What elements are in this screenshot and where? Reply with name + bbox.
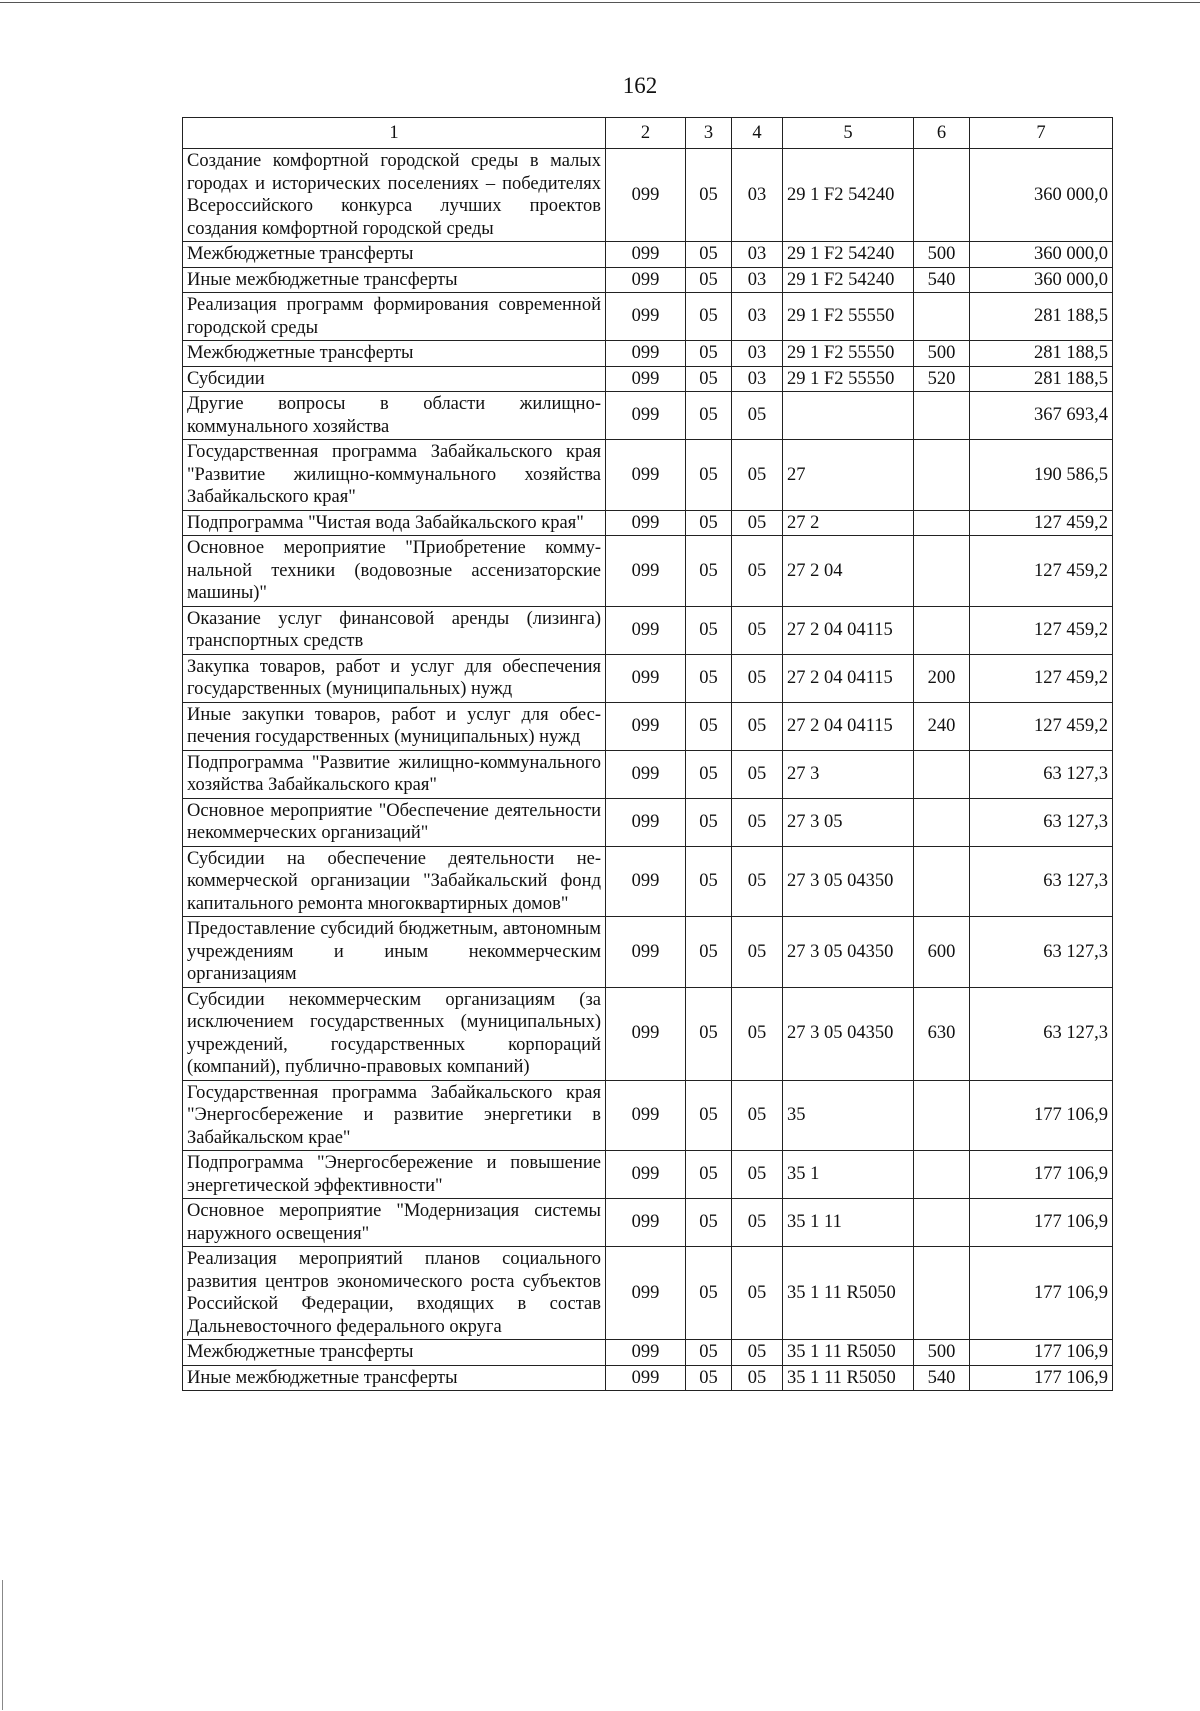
row-expense-kind-cell xyxy=(914,1199,970,1247)
row-target-article-cell: 29 1 F2 55550 xyxy=(783,366,914,392)
row-section-code-cell: 05 xyxy=(686,1080,732,1151)
row-subsection-code-cell: 03 xyxy=(732,293,783,341)
row-subsection-code-cell: 05 xyxy=(732,510,783,536)
row-ministry-code-cell: 099 xyxy=(606,1247,686,1340)
row-ministry-code-cell: 099 xyxy=(606,510,686,536)
row-ministry-code-cell: 099 xyxy=(606,440,686,511)
scan-top-edge-line xyxy=(0,2,1200,3)
row-subsection-code-cell: 05 xyxy=(732,440,783,511)
table-header-row xyxy=(183,118,1113,149)
row-section-code-cell: 05 xyxy=(686,1151,732,1199)
row-amount-cell: 177 106,9 xyxy=(970,1247,1113,1340)
row-amount-cell: 127 459,2 xyxy=(970,654,1113,702)
row-name-cell: Реализация программ формирования современной городской среды xyxy=(183,293,606,341)
row-subsection-code-cell: 05 xyxy=(732,392,783,440)
row-expense-kind-cell: 630 xyxy=(914,987,970,1080)
row-ministry-code-cell: 099 xyxy=(606,917,686,988)
row-ministry-code-cell: 099 xyxy=(606,798,686,846)
row-amount-cell: 127 459,2 xyxy=(970,702,1113,750)
row-subsection-code-cell: 03 xyxy=(732,242,783,268)
row-target-article-cell: 27 2 xyxy=(783,510,914,536)
row-name-cell: Другие вопросы в области жилищно-коммунального хозяйства xyxy=(183,392,606,440)
row-amount-cell: 177 106,9 xyxy=(970,1365,1113,1391)
row-name-cell: Иные закупки товаров, работ и услуг для обеспечения государственных (муниципальных) нужд xyxy=(183,702,606,750)
row-name-cell: Оказание услуг финансовой аренды (лизинга) транспортных средств xyxy=(183,606,606,654)
table-row xyxy=(183,1340,1113,1366)
row-ministry-code-cell: 099 xyxy=(606,366,686,392)
row-subsection-code-cell: 05 xyxy=(732,798,783,846)
row-expense-kind-cell xyxy=(914,149,970,242)
row-section-code-cell: 05 xyxy=(686,392,732,440)
row-target-article-cell: 27 3 05 xyxy=(783,798,914,846)
table-row xyxy=(183,536,1113,607)
row-target-article-cell: 27 3 05 04350 xyxy=(783,846,914,917)
table-row xyxy=(183,750,1113,798)
row-ministry-code-cell: 099 xyxy=(606,654,686,702)
row-expense-kind-cell: 520 xyxy=(914,366,970,392)
row-name-cell: Основное мероприятие "Приобретение коммунальной техники (водовозные ассенизаторские машины)" xyxy=(183,536,606,607)
row-subsection-code-cell: 03 xyxy=(732,267,783,293)
row-expense-kind-cell: 240 xyxy=(914,702,970,750)
row-ministry-code-cell: 099 xyxy=(606,1340,686,1366)
row-section-code-cell: 05 xyxy=(686,702,732,750)
row-amount-cell: 281 188,5 xyxy=(970,366,1113,392)
row-name-cell: Иные межбюджетные трансферты xyxy=(183,267,606,293)
row-section-code-cell: 05 xyxy=(686,606,732,654)
header-col-1: 1 xyxy=(183,118,606,149)
row-ministry-code-cell: 099 xyxy=(606,341,686,367)
row-amount-cell: 360 000,0 xyxy=(970,149,1113,242)
row-section-code-cell: 05 xyxy=(686,341,732,367)
row-subsection-code-cell: 05 xyxy=(732,702,783,750)
row-target-article-cell: 35 1 xyxy=(783,1151,914,1199)
row-subsection-code-cell: 05 xyxy=(732,1151,783,1199)
row-section-code-cell: 05 xyxy=(686,440,732,511)
row-amount-cell: 63 127,3 xyxy=(970,917,1113,988)
row-expense-kind-cell xyxy=(914,392,970,440)
row-ministry-code-cell: 099 xyxy=(606,702,686,750)
row-ministry-code-cell: 099 xyxy=(606,750,686,798)
row-amount-cell: 63 127,3 xyxy=(970,750,1113,798)
row-expense-kind-cell xyxy=(914,536,970,607)
row-ministry-code-cell: 099 xyxy=(606,1151,686,1199)
header-col-5: 5 xyxy=(783,118,914,149)
header-col-7: 7 xyxy=(970,118,1113,149)
row-ministry-code-cell: 099 xyxy=(606,1199,686,1247)
row-subsection-code-cell: 05 xyxy=(732,917,783,988)
row-target-article-cell: 29 1 F2 54240 xyxy=(783,267,914,293)
row-target-article-cell: 27 2 04 04115 xyxy=(783,702,914,750)
row-amount-cell: 190 586,5 xyxy=(970,440,1113,511)
row-subsection-code-cell: 03 xyxy=(732,149,783,242)
row-name-cell: Основное мероприятие "Обеспечение деятельности некоммерческих организаций" xyxy=(183,798,606,846)
row-target-article-cell: 27 2 04 04115 xyxy=(783,606,914,654)
table-row xyxy=(183,149,1113,242)
row-ministry-code-cell: 099 xyxy=(606,606,686,654)
row-subsection-code-cell: 05 xyxy=(732,606,783,654)
row-expense-kind-cell xyxy=(914,798,970,846)
row-ministry-code-cell: 099 xyxy=(606,1080,686,1151)
row-subsection-code-cell: 05 xyxy=(732,1247,783,1340)
row-section-code-cell: 05 xyxy=(686,750,732,798)
table-row xyxy=(183,987,1113,1080)
header-col-3: 3 xyxy=(686,118,732,149)
header-col-4: 4 xyxy=(732,118,783,149)
row-expense-kind-cell xyxy=(914,510,970,536)
row-ministry-code-cell: 099 xyxy=(606,149,686,242)
table-row xyxy=(183,1365,1113,1391)
row-target-article-cell: 35 xyxy=(783,1080,914,1151)
row-ministry-code-cell: 099 xyxy=(606,242,686,268)
row-name-cell: Подпрограмма "Чистая вода Забайкальского края" xyxy=(183,510,606,536)
table-row xyxy=(183,1151,1113,1199)
table-row xyxy=(183,510,1113,536)
row-amount-cell: 367 693,4 xyxy=(970,392,1113,440)
row-amount-cell: 127 459,2 xyxy=(970,606,1113,654)
row-expense-kind-cell xyxy=(914,440,970,511)
row-amount-cell: 281 188,5 xyxy=(970,293,1113,341)
table-row xyxy=(183,917,1113,988)
row-name-cell: Государственная программа Забайкальского края "Развитие жилищно-коммунального хозяйства Забайкальского края" xyxy=(183,440,606,511)
row-expense-kind-cell xyxy=(914,846,970,917)
row-expense-kind-cell: 500 xyxy=(914,1340,970,1366)
row-target-article-cell: 27 xyxy=(783,440,914,511)
row-expense-kind-cell: 200 xyxy=(914,654,970,702)
row-target-article-cell: 35 1 11 R5050 xyxy=(783,1247,914,1340)
row-target-article-cell: 27 3 05 04350 xyxy=(783,917,914,988)
table-row xyxy=(183,341,1113,367)
row-subsection-code-cell: 05 xyxy=(732,654,783,702)
table-row xyxy=(183,654,1113,702)
row-target-article-cell: 27 2 04 04115 xyxy=(783,654,914,702)
row-name-cell: Реализация мероприятий планов социального развития центров экономического роста субъектов Российской Федерации, входящих в состав Дальневосточного федерального округа xyxy=(183,1247,606,1340)
row-name-cell: Межбюджетные трансферты xyxy=(183,242,606,268)
row-subsection-code-cell: 05 xyxy=(732,750,783,798)
row-amount-cell: 63 127,3 xyxy=(970,846,1113,917)
table-row xyxy=(183,242,1113,268)
row-name-cell: Предоставление субсидий бюджетным, автономным учреждениям и иным некоммерческим организациям xyxy=(183,917,606,988)
row-target-article-cell: 29 1 F2 54240 xyxy=(783,149,914,242)
row-expense-kind-cell xyxy=(914,1080,970,1151)
row-name-cell: Создание комфортной городской среды в малых городах и исторических поселениях – победителях Всероссийского конкурса лучших проектов создания комфортной городской среды xyxy=(183,149,606,242)
row-amount-cell: 63 127,3 xyxy=(970,987,1113,1080)
row-name-cell: Подпрограмма "Энергосбережение и повышение энергетической эффективности" xyxy=(183,1151,606,1199)
row-target-article-cell: 29 1 F2 55550 xyxy=(783,293,914,341)
row-amount-cell: 281 188,5 xyxy=(970,341,1113,367)
row-target-article-cell: 35 1 11 R5050 xyxy=(783,1340,914,1366)
row-amount-cell: 177 106,9 xyxy=(970,1080,1113,1151)
row-target-article-cell: 27 2 04 xyxy=(783,536,914,607)
row-expense-kind-cell xyxy=(914,606,970,654)
row-ministry-code-cell: 099 xyxy=(606,392,686,440)
row-target-article-cell: 35 1 11 xyxy=(783,1199,914,1247)
row-amount-cell: 177 106,9 xyxy=(970,1340,1113,1366)
row-expense-kind-cell xyxy=(914,1151,970,1199)
row-name-cell: Межбюджетные трансферты xyxy=(183,1340,606,1366)
row-expense-kind-cell: 540 xyxy=(914,267,970,293)
row-ministry-code-cell: 099 xyxy=(606,1365,686,1391)
row-amount-cell: 127 459,2 xyxy=(970,536,1113,607)
row-name-cell: Основное мероприятие "Модернизация системы наружного освещения" xyxy=(183,1199,606,1247)
row-subsection-code-cell: 05 xyxy=(732,1080,783,1151)
row-target-article-cell: 27 3 05 04350 xyxy=(783,987,914,1080)
row-subsection-code-cell: 05 xyxy=(732,1340,783,1366)
row-expense-kind-cell: 500 xyxy=(914,242,970,268)
row-target-article-cell: 29 1 F2 55550 xyxy=(783,341,914,367)
row-amount-cell: 360 000,0 xyxy=(970,267,1113,293)
table-row xyxy=(183,798,1113,846)
row-section-code-cell: 05 xyxy=(686,846,732,917)
row-name-cell: Закупка товаров, работ и услуг для обеспечения государственных (муниципальных) нужд xyxy=(183,654,606,702)
table-row xyxy=(183,1080,1113,1151)
row-amount-cell: 127 459,2 xyxy=(970,510,1113,536)
row-subsection-code-cell: 03 xyxy=(732,366,783,392)
row-amount-cell: 177 106,9 xyxy=(970,1151,1113,1199)
row-section-code-cell: 05 xyxy=(686,149,732,242)
row-ministry-code-cell: 099 xyxy=(606,987,686,1080)
row-subsection-code-cell: 05 xyxy=(732,846,783,917)
row-expense-kind-cell xyxy=(914,750,970,798)
row-name-cell: Субсидии некоммерческим организациям (за исключением государственных (муниципальных) учреждений, государственных корпораций (компаний), публично-правовых компаний) xyxy=(183,987,606,1080)
row-ministry-code-cell: 099 xyxy=(606,846,686,917)
table-row xyxy=(183,293,1113,341)
row-ministry-code-cell: 099 xyxy=(606,293,686,341)
table-row xyxy=(183,392,1113,440)
budget-allocation-table xyxy=(182,117,1113,1391)
row-section-code-cell: 05 xyxy=(686,242,732,268)
row-name-cell: Государственная программа Забайкальского края "Энергосбережение и развитие энергетики в Забайкальском крае" xyxy=(183,1080,606,1151)
row-target-article-cell: 29 1 F2 54240 xyxy=(783,242,914,268)
row-section-code-cell: 05 xyxy=(686,293,732,341)
row-name-cell: Субсидии на обеспечение деятельности некоммерческой организации "Забайкальский фонд капитального ремонта многоквартирных домов" xyxy=(183,846,606,917)
row-section-code-cell: 05 xyxy=(686,1199,732,1247)
table-row xyxy=(183,440,1113,511)
row-expense-kind-cell: 500 xyxy=(914,341,970,367)
table-row xyxy=(183,267,1113,293)
table-row xyxy=(183,366,1113,392)
row-section-code-cell: 05 xyxy=(686,267,732,293)
row-section-code-cell: 05 xyxy=(686,1247,732,1340)
row-name-cell: Субсидии xyxy=(183,366,606,392)
table-row xyxy=(183,606,1113,654)
row-section-code-cell: 05 xyxy=(686,798,732,846)
row-subsection-code-cell: 05 xyxy=(732,1199,783,1247)
row-section-code-cell: 05 xyxy=(686,654,732,702)
row-expense-kind-cell: 600 xyxy=(914,917,970,988)
row-amount-cell: 177 106,9 xyxy=(970,1199,1113,1247)
table-row xyxy=(183,702,1113,750)
header-col-2: 2 xyxy=(606,118,686,149)
page-number: 162 xyxy=(622,73,658,98)
row-name-cell: Иные межбюджетные трансферты xyxy=(183,1365,606,1391)
table-row xyxy=(183,1247,1113,1340)
row-section-code-cell: 05 xyxy=(686,510,732,536)
scan-left-edge-line xyxy=(2,1580,3,1710)
row-target-article-cell: 27 3 xyxy=(783,750,914,798)
row-section-code-cell: 05 xyxy=(686,1340,732,1366)
row-section-code-cell: 05 xyxy=(686,917,732,988)
row-subsection-code-cell: 05 xyxy=(732,536,783,607)
row-amount-cell: 63 127,3 xyxy=(970,798,1113,846)
table-row xyxy=(183,846,1113,917)
table-body xyxy=(183,149,1113,1391)
row-section-code-cell: 05 xyxy=(686,1365,732,1391)
row-name-cell: Подпрограмма "Развитие жилищно-коммунального хозяйства Забайкальского края" xyxy=(183,750,606,798)
row-section-code-cell: 05 xyxy=(686,987,732,1080)
row-section-code-cell: 05 xyxy=(686,536,732,607)
row-subsection-code-cell: 05 xyxy=(732,987,783,1080)
row-ministry-code-cell: 099 xyxy=(606,267,686,293)
row-amount-cell: 360 000,0 xyxy=(970,242,1113,268)
header-col-6: 6 xyxy=(914,118,970,149)
row-name-cell: Межбюджетные трансферты xyxy=(183,341,606,367)
table-row xyxy=(183,1199,1113,1247)
row-ministry-code-cell: 099 xyxy=(606,536,686,607)
row-section-code-cell: 05 xyxy=(686,366,732,392)
row-target-article-cell xyxy=(783,392,914,440)
row-expense-kind-cell: 540 xyxy=(914,1365,970,1391)
row-target-article-cell: 35 1 11 R5050 xyxy=(783,1365,914,1391)
row-expense-kind-cell xyxy=(914,293,970,341)
row-subsection-code-cell: 03 xyxy=(732,341,783,367)
row-expense-kind-cell xyxy=(914,1247,970,1340)
row-subsection-code-cell: 05 xyxy=(732,1365,783,1391)
